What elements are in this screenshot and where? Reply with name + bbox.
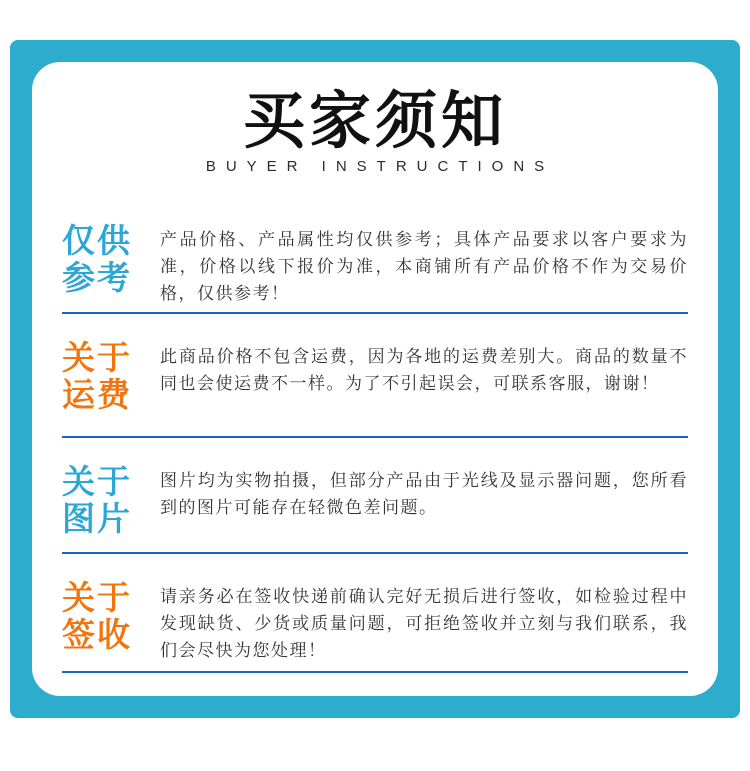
section-label-line1: 关于 <box>62 579 132 616</box>
section-label-line2: 参考 <box>62 259 132 296</box>
page-subtitle: BUYER INSTRUCTIONS <box>205 158 555 175</box>
section-divider <box>62 671 688 673</box>
section-label <box>62 339 146 413</box>
section-label-line2: 运费 <box>62 376 132 413</box>
section-label-line2: 签收 <box>62 616 132 653</box>
section-label-line2: 图片 <box>62 500 132 537</box>
section-text: 请亲务必在签收快递前确认完好无损后进行签收，如检验过程中发现缺货、少货或质量问题，可拒绝签收并立刻与我们联系，我们会尽快为您处理！ <box>160 587 688 660</box>
page-title: 买家须知 <box>242 87 507 156</box>
section-label-line1: 关于 <box>62 463 132 500</box>
notice-section-reference <box>32 197 718 314</box>
section-text: 此商品价格不包含运费，因为各地的运费差别大。商品的数量不同也会使运费不一样。为了不引起误会，可联系客服，谢谢！ <box>160 347 688 393</box>
notice-card <box>32 62 718 696</box>
notice-sections <box>32 197 718 673</box>
notice-section-shipping <box>32 314 718 438</box>
section-text: 产品价格、产品属性均仅供参考；具体产品要求以客户要求为准，价格以线下报价为准，本商铺所有产品价格不作为交易价格，仅供参考！ <box>160 230 688 303</box>
section-label <box>62 222 146 296</box>
section-label <box>62 579 146 653</box>
teal-frame <box>10 40 740 718</box>
section-label-line1: 仅供 <box>62 222 132 259</box>
section-label <box>62 463 146 537</box>
section-text: 图片均为实物拍摄，但部分产品由于光线及显示器问题，您所看到的图片可能存在轻微色差问题。 <box>160 471 688 517</box>
section-label-line1: 关于 <box>62 339 132 376</box>
notice-section-receipt <box>32 554 718 673</box>
notice-section-pictures <box>32 438 718 554</box>
